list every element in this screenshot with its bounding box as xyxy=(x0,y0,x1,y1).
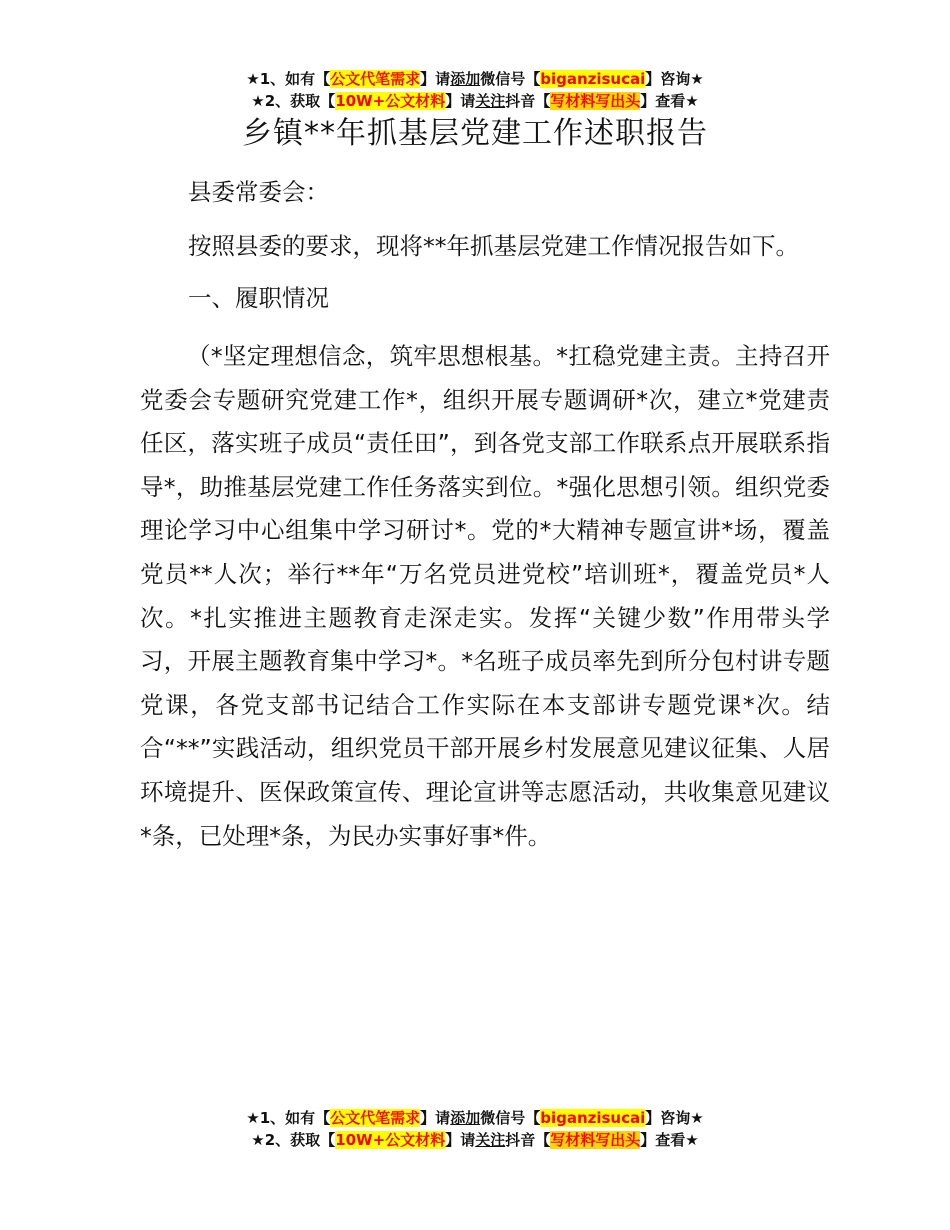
banner-text: 抖音【 xyxy=(505,1131,551,1149)
banner-highlight: 10W+公文材料 xyxy=(335,92,446,110)
banner-highlight: 写材料写出头 xyxy=(550,1131,641,1149)
banner-text: 】请 xyxy=(445,92,476,110)
banner-text: 微信号【 xyxy=(480,70,541,88)
banner-text: 】请 xyxy=(420,1109,451,1127)
body-paragraph: （*坚定理想信念，筑牢思想根基。*扛稳党建主责。主持召开党委会专题研究党建工作*，组织开展专题调研*次，建立*党建责任区，落实班子成员“责任田”，到各党支部工作联系点开展联系指导*，助推基层党建工作任务落实到位。*强化思想引领。组织党委理论学习中心组集中学习研讨*。党的*大精神专题宣讲*场，覆盖党员**人次；举行**年“万名党员进党校”培训班*，覆盖党员*人次。*扎实推进主题教育走深走实。发挥“关键少数”作用带头学习，开展主题教育集中学习*。*名班子成员率先到所分包村讲专题党课，各党支部书记结合工作实际在本支部讲专题党课*次。结合“**”实践活动，组织党员干部开展乡村发展意见建议征集、人居环境提升、医保政策宣传、理论宣讲等志愿活动，共收集意见建议*条，已处理*条，为民办实事好事*件。 xyxy=(140,342,830,850)
banner-text: ★1、如有【 xyxy=(246,70,331,88)
banner-text: ★2、获取【 xyxy=(251,1131,336,1149)
banner-text: ★1、如有【 xyxy=(246,1109,331,1127)
intro-paragraph: 按照县委的要求，现将**年抓基层党建工作情况报告如下。 xyxy=(188,232,799,260)
banner-highlight: biganzisucai xyxy=(540,1109,646,1127)
banner-text: 】查看★ xyxy=(640,1131,699,1149)
banner-text: 】咨询★ xyxy=(645,1109,704,1127)
banner-underline: 关注 xyxy=(475,92,506,110)
banner-text: 】咨询★ xyxy=(645,70,704,88)
header-banner xyxy=(0,68,950,112)
banner-line-2 xyxy=(0,90,950,112)
banner-highlight: 公文代笔需求 xyxy=(330,1109,421,1127)
salutation: 县委常委会： xyxy=(188,178,329,206)
banner-highlight: 写材料写出头 xyxy=(550,92,641,110)
banner-text: ★2、获取【 xyxy=(251,92,336,110)
banner-text: 】查看★ xyxy=(640,92,699,110)
banner-underline: 添加 xyxy=(450,70,481,88)
banner-text: 】请 xyxy=(445,1131,476,1149)
banner-highlight: biganzisucai xyxy=(540,70,646,88)
footer-banner xyxy=(0,1107,950,1151)
banner-highlight: 10W+公文材料 xyxy=(335,1131,446,1149)
banner-text: 抖音【 xyxy=(505,92,551,110)
document-title: 乡镇**年抓基层党建工作述职报告 xyxy=(242,116,708,151)
banner-line-1 xyxy=(0,1107,950,1129)
banner-underline: 关注 xyxy=(475,1131,506,1149)
section-heading: 一、履职情况 xyxy=(188,284,329,312)
banner-underline: 添加 xyxy=(450,1109,481,1127)
banner-highlight: 公文代笔需求 xyxy=(330,70,421,88)
banner-line-1 xyxy=(0,68,950,90)
banner-text: 】请 xyxy=(420,70,451,88)
banner-line-2 xyxy=(0,1129,950,1151)
banner-text: 微信号【 xyxy=(480,1109,541,1127)
